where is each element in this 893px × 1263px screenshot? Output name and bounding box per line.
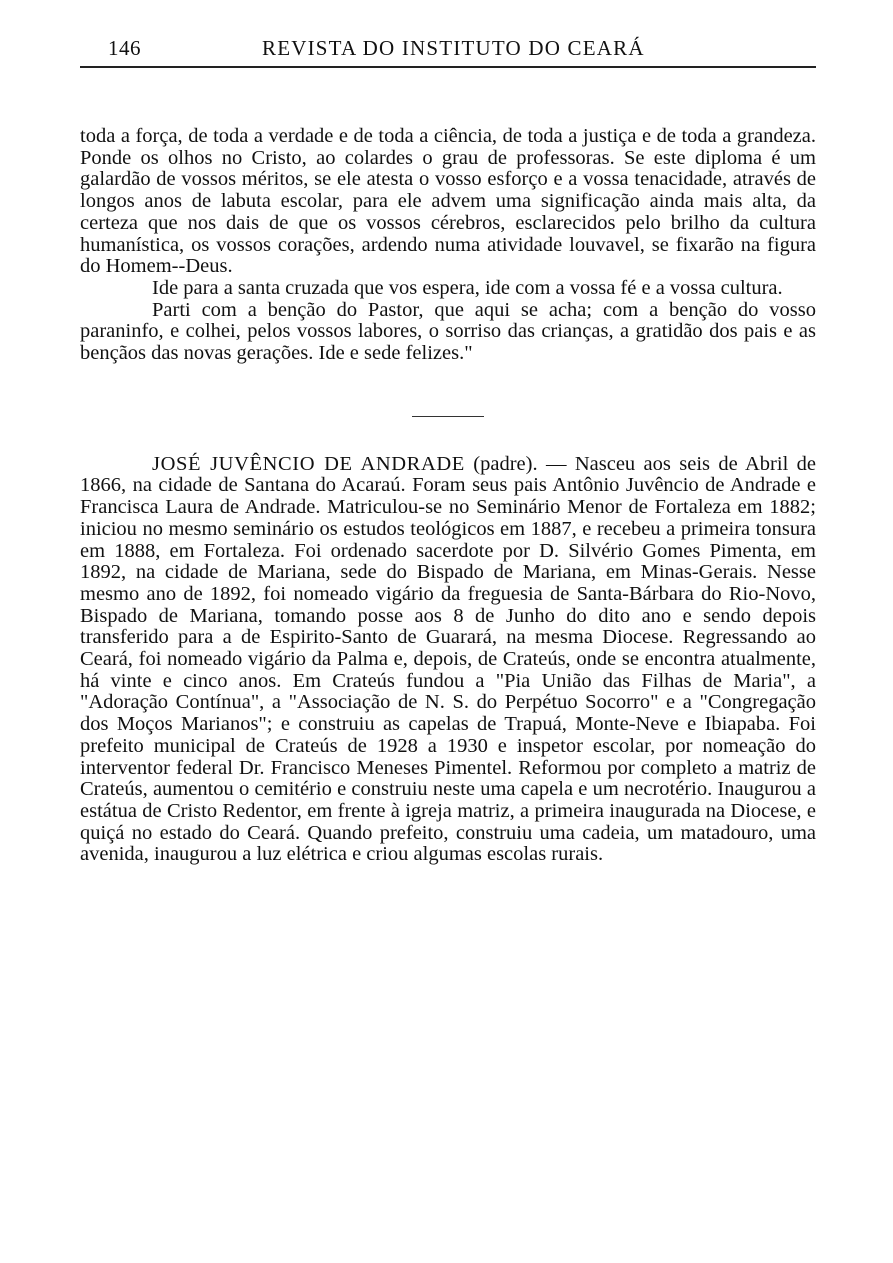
- biography-name: JOSÉ JUVÊNCIO DE ANDRADE: [152, 452, 465, 475]
- biography-text: Nasceu aos seis de Abril de 1866, na cidade de Santana do Acaraú. Foram seus pais Antônio Juvêncio de Andrade e Francisca Laura de Andrade. Matriculou-se no Seminário Menor de Fortaleza em 1882; iniciou no mesmo seminário os estudos teológicos em 1887, e recebeu a primeira tonsura em 1888, em Fortaleza. Foi ordenado sacerdote por D. Silvério Gomes Pimenta, em 1892, na cidade de Mariana, sede do Bispado de Mariana, em Minas-Gerais. Nesse mesmo ano de 1892, foi nomeado vigário da freguesia de Santa-Bárbara do Rio-Novo, Bispado de Mariana, tomando posse aos 8 de Junho do dito ano e sendo depois transferido para a de Espirito-Santo de Guarará, na mesma Diocese. Regressando ao Ceará, foi nomeado vigário da Palma e, depois, de Crateús, onde se encontra atualmente, há vinte e cinco anos. Em Crateús fundou a "Pia União das Filhas de Maria", a "Adoração Contínua", a "Associação de N. S. do Perpétuo Socorro" e a "Congregação dos Moços Marianos"; e construiu as capelas de Trapuá, Monte-Neve e Ibiapaba. Foi prefeito municipal de Crateús de 1928 a 1930 e inspetor escolar, por nomeação do interventor federal Dr. Francisco Meneses Pimentel. Reformou por completo a matriz de Crateús, aumentou o cemitério e construiu neste uma capela e um necrotério. Inaugurou a estátua de Cristo Redentor, em frente à igreja matriz, a primeira inaugurada na Diocese, e quiçá no estado do Ceará. Quando prefeito, construiu uma cadeia, um matadouro, uma avenida, inaugurou a luz elétrica e criou algumas escolas rurais.: [80, 452, 816, 866]
- speech-conclusion: [80, 126, 816, 365]
- section-divider: [412, 416, 484, 417]
- speech-paragraph-1: toda a força, de toda a verdade e de toda a ciência, de toda a justiça e de toda a grandeza. Ponde os olhos no Cristo, ao colardes o grau de professoras. Se este diploma é um galardão de vossos méritos, se ele atesta o vosso esforço e a vossa tenacidade, através de longos anos de labuta escolar, para ele advem uma significação ainda mais alta, da certeza que nos dais de que os vossos cérebros, esclarecidos pelo brilho da cultura humanística, os vossos corações, ardendo numa atividade louvavel, se fixarão na figura do Homem--Deus.: [80, 125, 816, 278]
- biography-paragraph: [80, 454, 816, 866]
- biography-name-suffix: (padre). —: [464, 452, 575, 475]
- biography-entry: [80, 454, 816, 866]
- page-number: 146: [108, 36, 141, 60]
- running-header: [80, 34, 816, 68]
- speech-paragraph-3: Parti com a benção do Pastor, que aqui se acha; com a benção do vosso paraninfo, e colhei, pelos vossos labores, o sorriso das crianças, a gratidão dos pais e as bençãos das novas gerações. Ide e sede felizes.": [80, 298, 816, 365]
- speech-paragraph-2: Ide para a santa cruzada que vos espera, ide com a vossa fé e a vossa cultura.: [152, 276, 783, 299]
- book-page: [80, 34, 816, 866]
- running-title: REVISTA DO INSTITUTO DO CEARÁ: [262, 36, 645, 60]
